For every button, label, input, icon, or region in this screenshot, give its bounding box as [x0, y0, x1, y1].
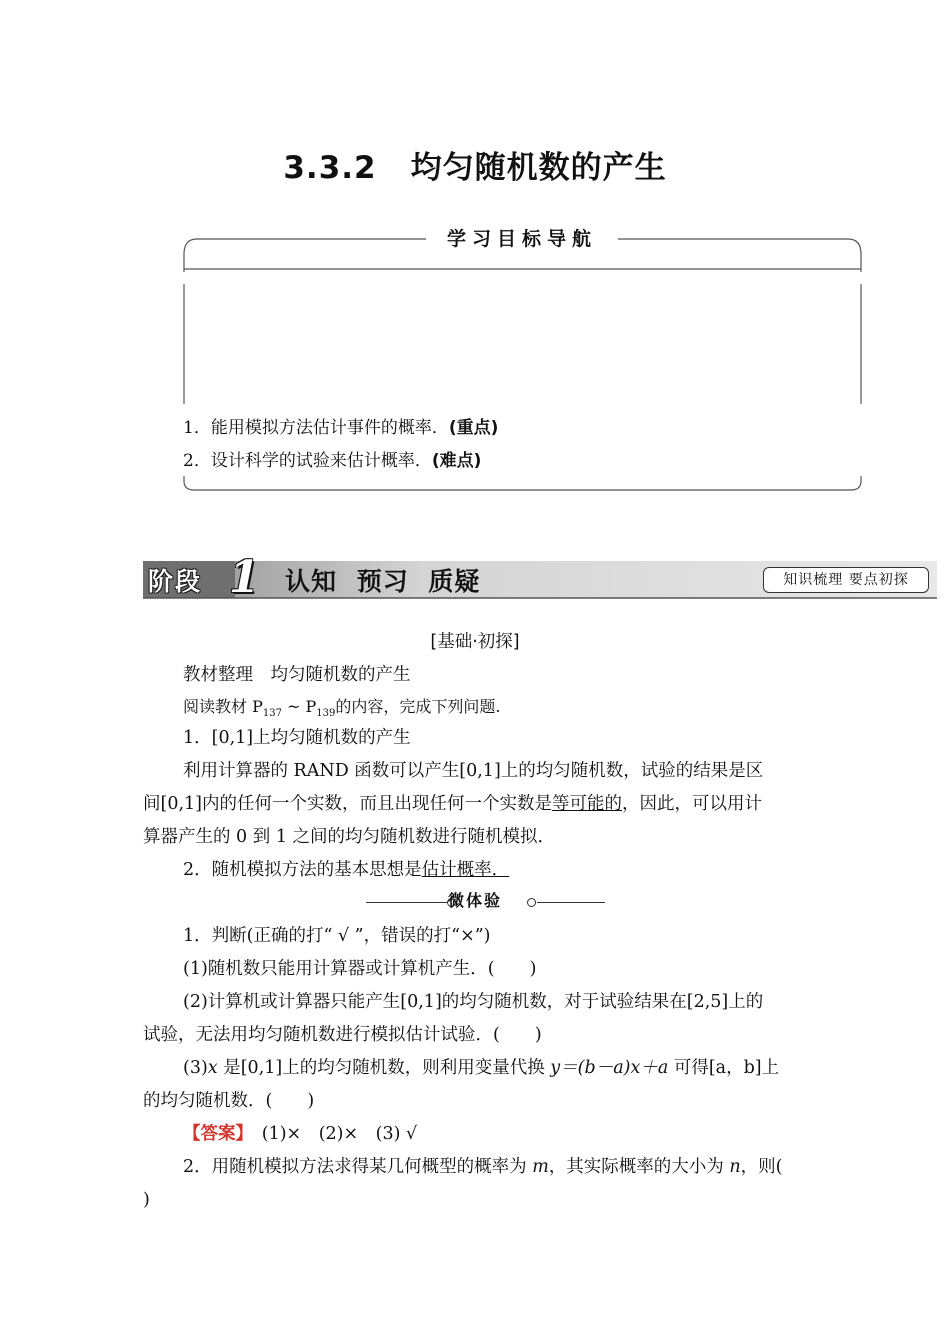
stage-badge: 知识梳理 要点初探	[763, 567, 929, 593]
statement: (2)计算机或计算器只能产生[0,1]的均匀随机数，对于试验结果在[2,5]上的	[183, 992, 764, 1012]
point1-heading: 1．[0,1]上均匀随机数的产生	[183, 728, 411, 748]
statement: 试验，无法用均匀随机数进行模拟估计试验．( )	[143, 1025, 542, 1045]
answer-text: (1)× (2)× (3) √	[261, 1124, 418, 1144]
section-title: 均匀随机数的产生	[410, 150, 667, 186]
reading-instruction: 阅读教材 $P_{137}$ ~ $P_{139}$的内容，完成下列问题.	[183, 697, 501, 720]
material-heading: 教材整理 均匀随机数的产生	[183, 665, 411, 685]
paragraph-line: 算器产生的 0 到 1 之间的均匀随机数进行随机模拟．	[143, 827, 556, 847]
question-2: 2．用随机模拟方法求得某几何概型的概率为 m，其实际概率的大小为 n，则(	[183, 1157, 783, 1177]
stage-title: 认知 预习 质疑	[285, 567, 481, 596]
answer-line	[183, 1118, 417, 1151]
stage-label: 阶段	[148, 567, 203, 596]
page-title	[0, 142, 950, 187]
section-tag: [基础·初探]	[430, 632, 520, 652]
goal-item: 2．设计科学的试验来估计概率．(难点)	[183, 451, 482, 471]
stage-number: 1	[229, 552, 260, 603]
point2: 2．随机模拟方法的基本思想是估计概率．	[183, 860, 510, 880]
answer-blank: 等可能的	[551, 794, 622, 814]
section-number: 3.3.2	[283, 150, 377, 186]
question-heading: 1．判断(正确的打“ √ ”，错误的打“×”)	[183, 926, 491, 946]
statement: 的均匀随机数．( )	[143, 1091, 315, 1111]
paragraph-line: 间[0,1]内的任何一个实数，而且出现任何一个实数是等可能的，因此，可以用计	[143, 794, 762, 814]
learning-goals-heading: 学习目标导航	[426, 224, 618, 251]
statement: (3)x 是[0,1]上的均匀随机数，则利用变量代换 y＝(b－a)x＋a 可得[a，b]上	[183, 1058, 780, 1078]
goal-item: 1．能用模拟方法估计事件的概率．(重点)	[183, 418, 499, 438]
statement: (1)随机数只能用计算器或计算机产生．( )	[183, 959, 537, 979]
question-2-cont: )	[143, 1190, 150, 1210]
paragraph-line: 利用计算器的 RAND 函数可以产生[0,1]上的均匀随机数，试验的结果是区	[183, 761, 764, 781]
answer-label: 【答案】	[183, 1124, 245, 1144]
micro-heading: 微体验	[447, 891, 502, 910]
answer-blank: 估计概率．	[421, 860, 510, 880]
